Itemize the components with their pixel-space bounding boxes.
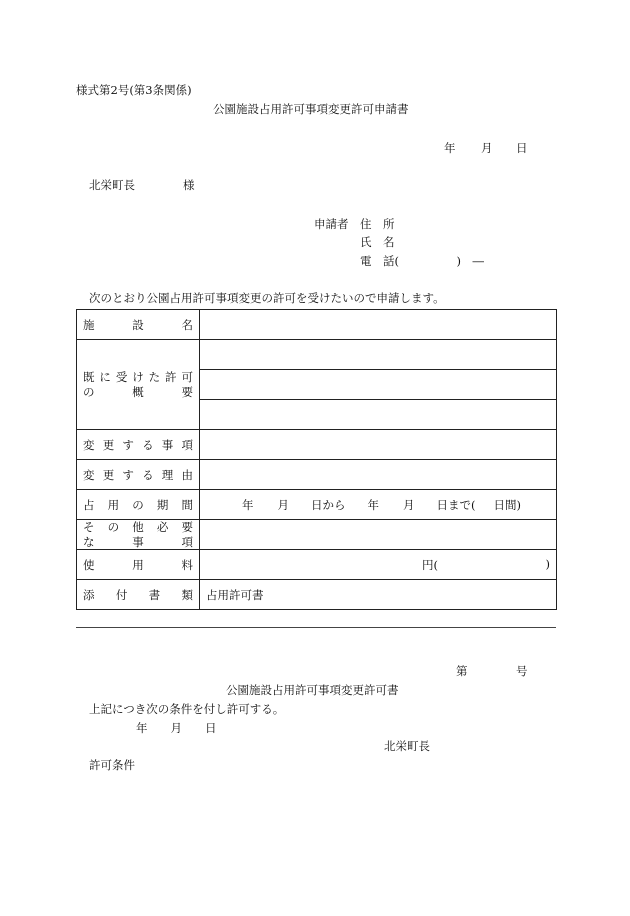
table-row	[77, 490, 557, 520]
application-table	[76, 309, 557, 610]
occupancy-period-field[interactable]	[200, 490, 557, 520]
attachment-text: 添 付 書 類	[83, 587, 193, 602]
addressee: 北栄町長	[89, 178, 135, 192]
applicant-label: 申請者	[314, 217, 349, 231]
prior-permit-field-3[interactable]	[200, 400, 557, 430]
fee-text: 使 用 料	[83, 557, 193, 572]
prior-permit-line2: の 概 要	[83, 384, 193, 399]
other-matters-label	[77, 520, 200, 550]
prior-permit-field-2[interactable]	[200, 370, 557, 400]
other-line1: そ の 他 必 要	[83, 520, 193, 535]
other-line2: な 事 項	[83, 534, 193, 549]
permit-date: 年 月 日	[136, 721, 217, 735]
table-row	[77, 520, 557, 550]
occupancy-period-text: 占 用 の 期 間	[83, 497, 193, 512]
section-divider	[76, 627, 556, 628]
period-day1: 日から	[311, 497, 346, 512]
occupancy-period-label	[77, 490, 200, 520]
change-reason-label	[77, 460, 200, 490]
name-label: 氏 名	[360, 235, 395, 249]
fee-close: )	[545, 556, 550, 571]
period-day2: 日まで(	[436, 497, 476, 512]
attachment-value: 占用許可書	[206, 587, 264, 602]
address-label: 住 所	[360, 217, 395, 231]
permit-number-label: 第	[456, 664, 468, 678]
period-year2: 年	[367, 497, 379, 512]
honorific: 様	[183, 178, 195, 192]
table-row	[77, 460, 557, 490]
period-days: 日間)	[493, 497, 521, 512]
prior-permit-line1: 既 に 受 け た 許 可	[83, 370, 193, 385]
change-item-text: 変 更 す る 事 項	[83, 437, 193, 452]
permit-issuer: 北栄町長	[384, 739, 430, 753]
date-month-label: 月	[481, 141, 493, 155]
other-matters-field[interactable]	[200, 520, 557, 550]
prior-permit-label	[77, 340, 200, 430]
permit-title: 公園施設占用許可事項変更許可書	[226, 683, 399, 697]
fee-label	[77, 550, 200, 580]
table-row	[77, 340, 557, 370]
facility-name-field[interactable]	[200, 310, 557, 340]
permit-statement: 上記につき次の条件を付し許可する。	[89, 702, 285, 716]
permit-conditions-label: 許可条件	[89, 758, 135, 772]
attachment-field[interactable]	[200, 580, 557, 610]
table-row	[77, 430, 557, 460]
change-item-field[interactable]	[200, 430, 557, 460]
facility-name-text: 施 設 名	[83, 317, 193, 332]
attachment-label	[77, 580, 200, 610]
permit-number-suffix: 号	[516, 664, 528, 678]
period-year1: 年	[242, 497, 254, 512]
date-year-label: 年	[444, 141, 456, 155]
form-number: 様式第2号(第3条関係)	[76, 83, 192, 97]
table-row	[77, 310, 557, 340]
fee-field[interactable]	[200, 550, 557, 580]
period-month1: 月	[277, 497, 289, 512]
change-reason-field[interactable]	[200, 460, 557, 490]
table-row	[77, 550, 557, 580]
change-reason-text: 変 更 す る 理 由	[83, 467, 193, 482]
form-title: 公園施設占用許可事項変更許可申請書	[213, 102, 409, 116]
change-item-label	[77, 430, 200, 460]
intro-statement: 次のとおり公園占用許可事項変更の許可を受けたいので申請します。	[89, 291, 445, 305]
date-day-label: 日	[516, 141, 528, 155]
fee-yen: 円(	[422, 557, 438, 572]
prior-permit-field-1[interactable]	[200, 340, 557, 370]
facility-name-label	[77, 310, 200, 340]
table-row	[77, 580, 557, 610]
period-month2: 月	[403, 497, 415, 512]
phone-label: 電 話( ) ―	[360, 254, 484, 268]
